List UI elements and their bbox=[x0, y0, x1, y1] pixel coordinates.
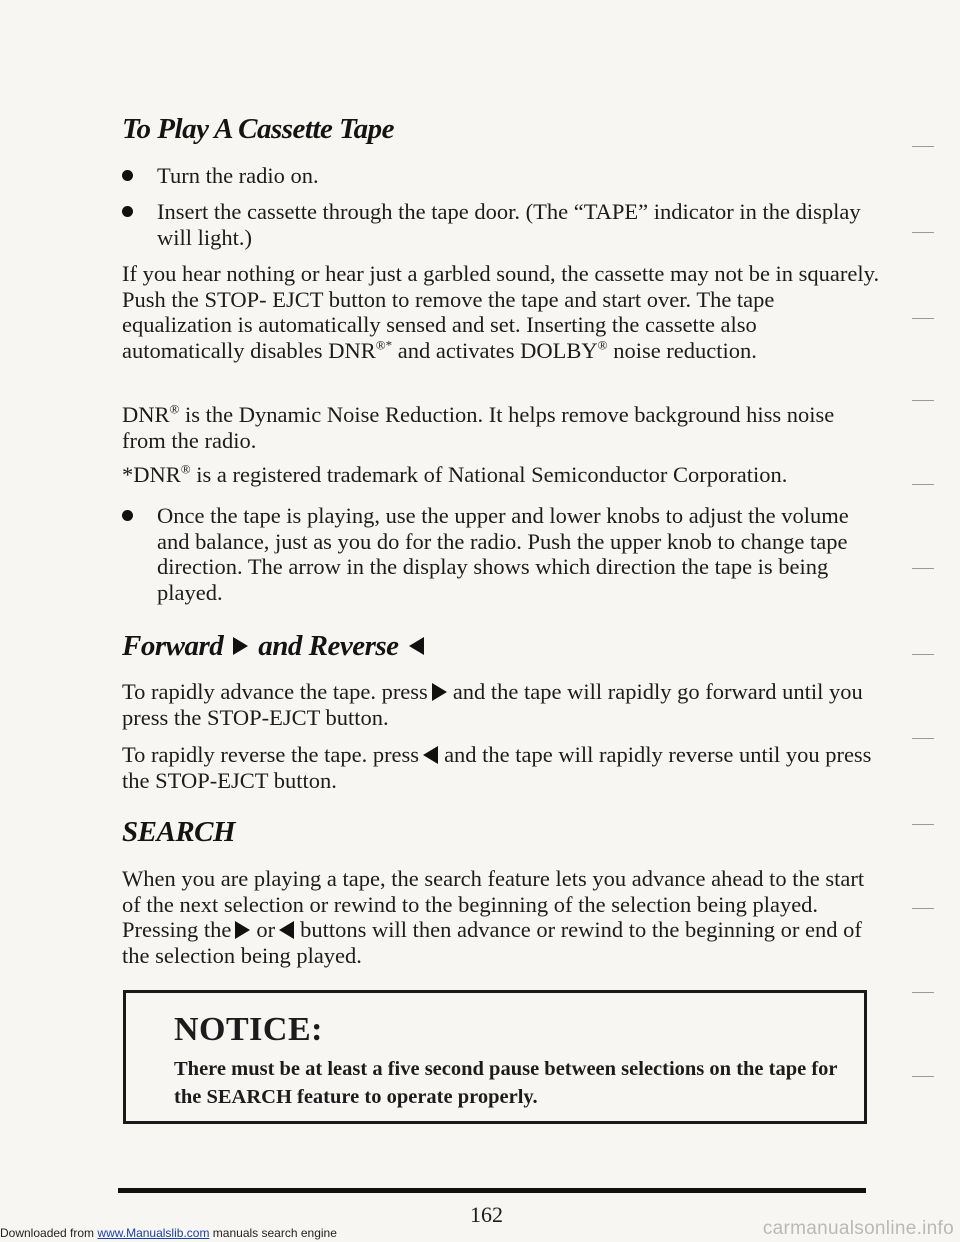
margin-tick bbox=[912, 400, 934, 401]
forward-arrow-icon bbox=[235, 921, 250, 939]
notice-box bbox=[123, 990, 867, 1124]
margin-tick bbox=[912, 484, 934, 485]
margin-tick bbox=[912, 738, 934, 739]
margin-tick bbox=[912, 318, 934, 319]
paragraph-garbled-sound: If you hear nothing or hear just a garbled sound, the cassette may not be in squarely. Push the STOP- EJCT button to remove the tape and start over. The tape equalization is automatically sensed and set. Inserting the cassette also automatically disables DNR®* and activates DOLBY® noise reduction. bbox=[122, 261, 880, 363]
bullet-insert-cassette: Insert the cassette through the tape door. (The “TAPE” indicator in the display will light.) bbox=[122, 199, 882, 250]
margin-tick bbox=[912, 654, 934, 655]
page-number: 162 bbox=[470, 1202, 503, 1227]
bullet-dot bbox=[122, 510, 133, 521]
paragraph-dnr-description: DNR® is the Dynamic Noise Reduction. It helps remove background hiss noise from the radio. bbox=[122, 401, 835, 453]
margin-tick bbox=[912, 992, 934, 993]
notice-title: NOTICE: bbox=[174, 1011, 323, 1048]
paragraph-rapid-reverse: To rapidly reverse the tape. press and the tape will rapidly reverse until you press the STOP-EJCT button. bbox=[122, 742, 872, 793]
reverse-arrow-icon bbox=[409, 637, 424, 655]
paragraph-dnr-trademark: *DNR® is a registered trademark of National Semiconductor Corporation. bbox=[122, 461, 788, 487]
margin-tick bbox=[912, 908, 934, 909]
download-source-note: Downloaded from www.Manualslib.com manuals search engine bbox=[0, 1226, 337, 1240]
bullet-turn-radio-on: Turn the radio on. bbox=[122, 163, 882, 189]
reverse-arrow-icon bbox=[279, 921, 294, 939]
paragraph-rapid-advance: To rapidly advance the tape. press and the tape will rapidly go forward until you press the STOP-EJCT button. bbox=[122, 679, 863, 730]
forward-arrow-icon bbox=[432, 683, 447, 701]
heading-forward-reverse: Forward and Reverse bbox=[122, 630, 434, 663]
bullet-dot bbox=[122, 206, 133, 217]
manualslib-link[interactable]: www.Manualslib.com bbox=[97, 1226, 210, 1240]
heading-search: SEARCH bbox=[122, 816, 236, 848]
bullet-dot bbox=[122, 170, 133, 181]
margin-tick bbox=[912, 1076, 934, 1077]
heading-play-cassette: To Play A Cassette Tape bbox=[122, 113, 395, 145]
margin-tick bbox=[912, 232, 934, 233]
forward-arrow-icon bbox=[233, 637, 248, 655]
footer-rule bbox=[118, 1188, 866, 1193]
reverse-arrow-icon bbox=[423, 746, 438, 764]
margin-tick bbox=[912, 568, 934, 569]
paragraph-search-feature: When you are playing a tape, the search feature lets you advance ahead to the start of the next selection or rewind to the beginning of the selection being played. Pressing the or buttons will then advance or rewind to the beginning or end of the selection being played. bbox=[122, 866, 865, 968]
notice-body: There must be at least a five second pause between selections on the tape for the SEARCH feature to operate properly. bbox=[174, 1058, 838, 1108]
margin-tick bbox=[912, 146, 934, 147]
bullet-tape-playing: Once the tape is playing, use the upper and lower knobs to adjust the volume and balance, just as you do for the radio. Push the upper knob to change tape direction. The arrow in the display shows which direction the tape is being played. bbox=[122, 503, 882, 605]
margin-tick bbox=[912, 824, 934, 825]
watermark: carmanualsonline.info bbox=[762, 1218, 954, 1239]
